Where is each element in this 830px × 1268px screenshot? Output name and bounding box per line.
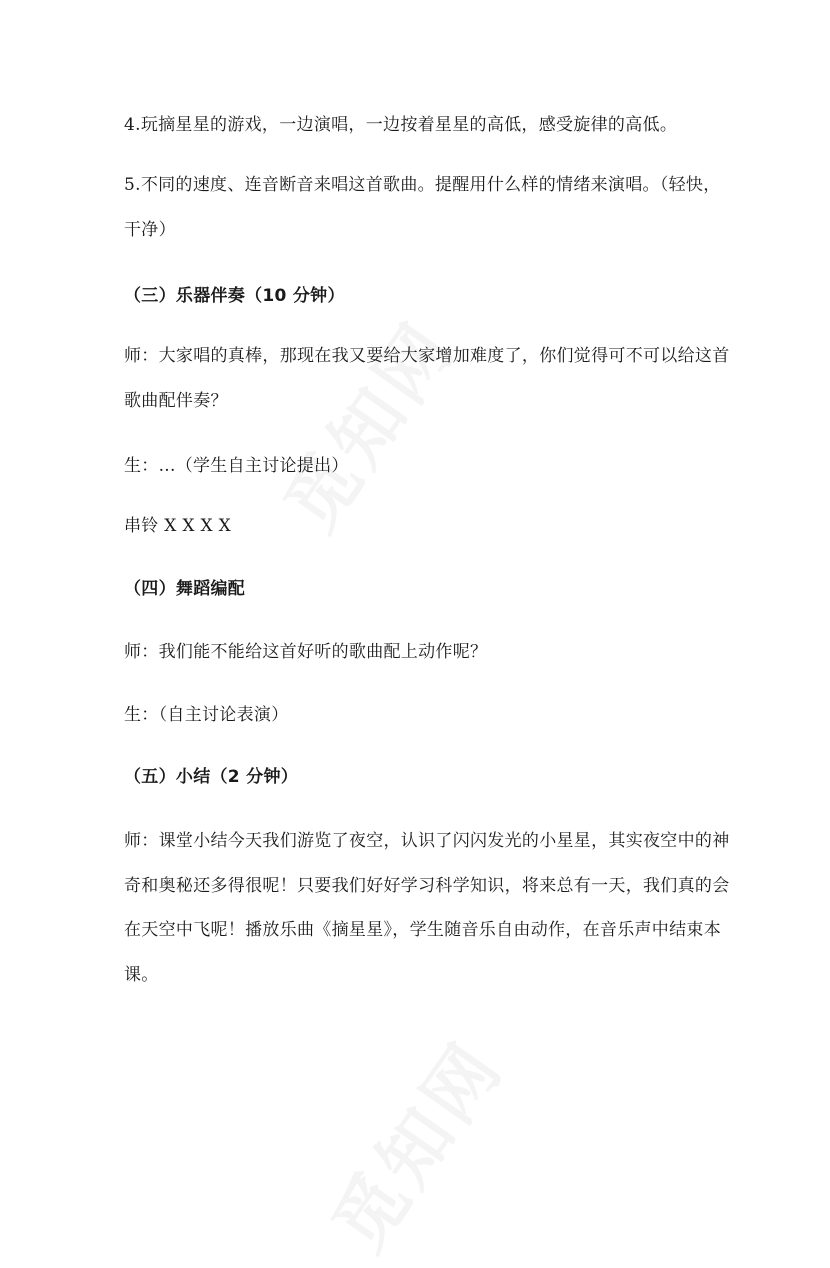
paragraph-line: 生：（自主讨论表演） bbox=[124, 705, 289, 725]
paragraph-line: 生：...（学生自主讨论提出） bbox=[124, 456, 349, 476]
section-heading: （四）舞蹈编配 bbox=[124, 579, 246, 599]
paragraph-line: 4.玩摘星星的游戏，一边演唱，一边按着星星的高低，感受旋律的高低。 bbox=[124, 115, 678, 135]
paragraph-line: 5.不同的速度、连音断音来唱这首歌曲。提醒用什么样的情绪来演唱。（轻快， bbox=[124, 175, 721, 195]
paragraph-line: 干净） bbox=[124, 220, 176, 240]
paragraph-line: 奇和奥秘还多得很呢！只要我们好好学习科学知识，将来总有一天，我们真的会 bbox=[124, 876, 730, 896]
watermark bbox=[255, 296, 474, 547]
section-heading: （三）乐器伴奏（10 分钟） bbox=[124, 286, 345, 306]
watermark bbox=[303, 1016, 522, 1267]
section-heading: （五）小结（2 分钟） bbox=[124, 767, 299, 787]
paragraph-line: 歌曲配伴奏？ bbox=[124, 391, 228, 411]
paragraph-line: 师：我们能不能给这首好听的歌曲配上动作呢？ bbox=[124, 642, 488, 662]
paragraph-line: 师：大家唱的真棒，那现在我又要给大家增加难度了，你们觉得可不可以给这首 bbox=[124, 346, 730, 366]
paragraph-line: 在天空中飞呢！播放乐曲《摘星星》，学生随音乐自由动作，在音乐声中结束本 bbox=[124, 920, 721, 940]
paragraph-line: 师：课堂小结今天我们游览了夜空，认识了闪闪发光的小星星，其实夜空中的神 bbox=[124, 831, 730, 851]
paragraph-line: 串铃 X X X X bbox=[124, 516, 232, 536]
paragraph-line: 课。 bbox=[124, 965, 159, 985]
